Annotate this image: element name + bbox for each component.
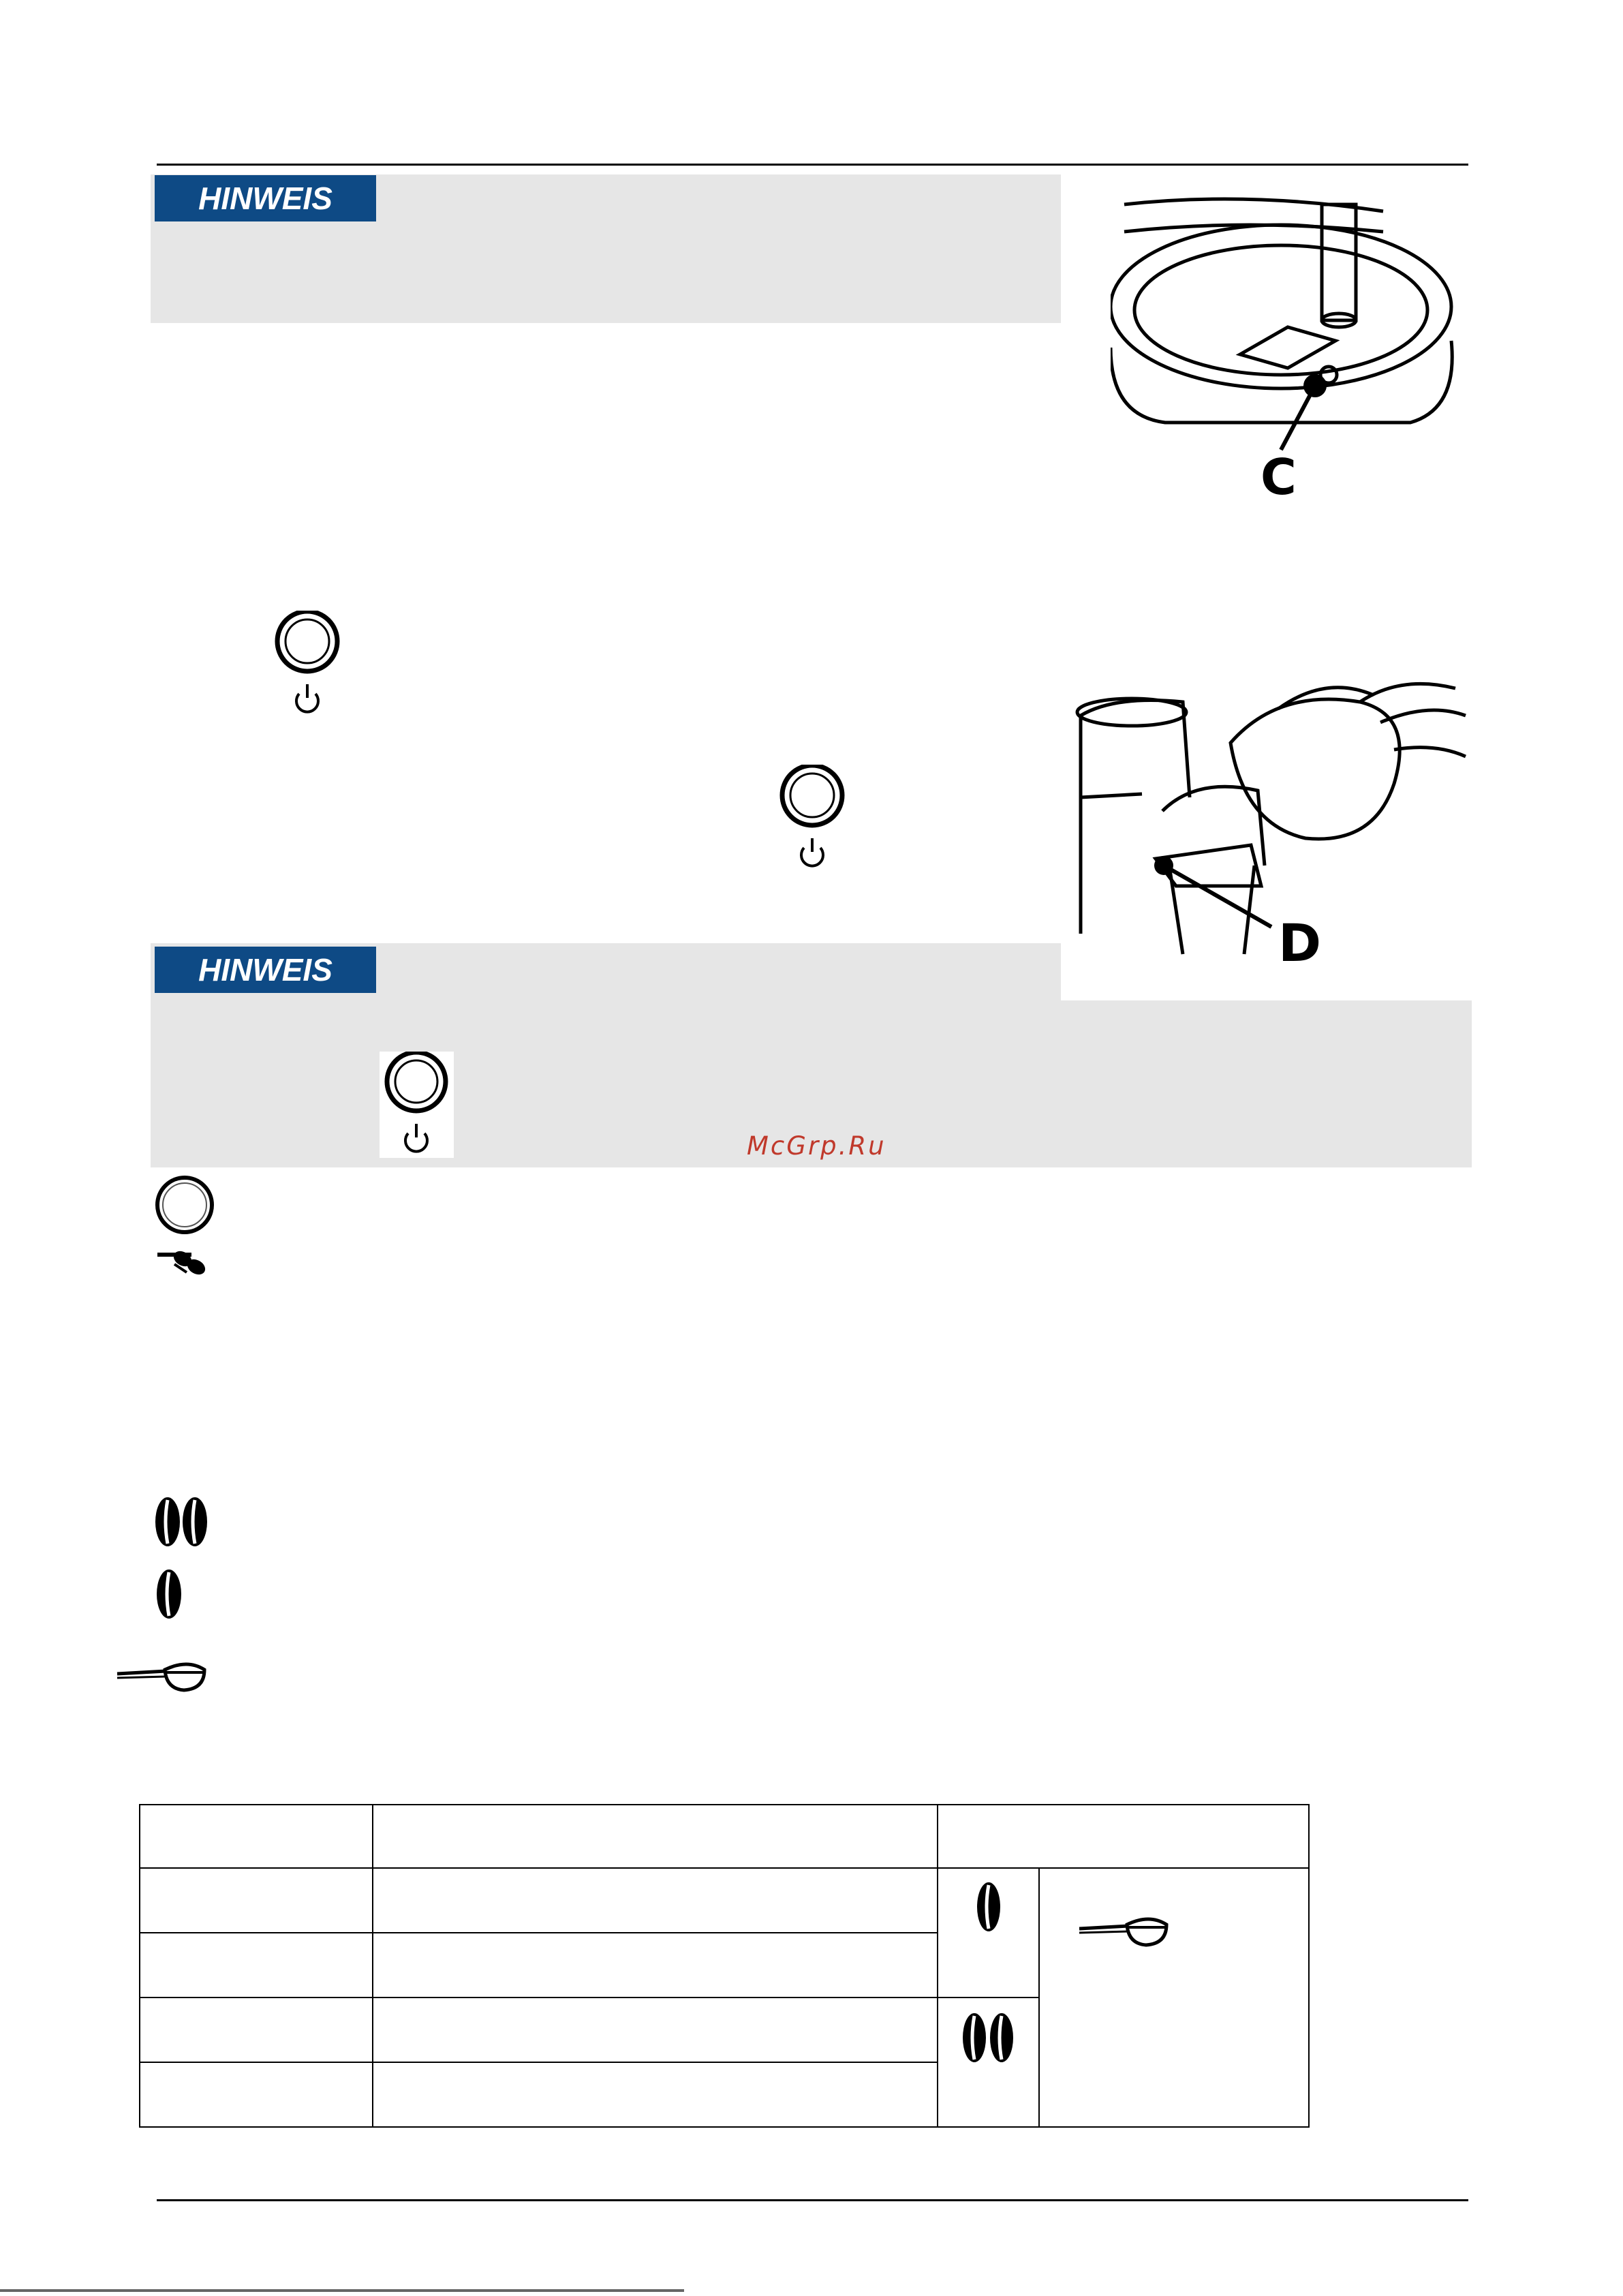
double-bean-icon bbox=[151, 1495, 213, 1549]
table-cell bbox=[140, 1933, 373, 1997]
page-edge-bar bbox=[0, 2289, 684, 2292]
coffee-machine-reservoir-illustration bbox=[1111, 191, 1465, 511]
table-cell bbox=[373, 1868, 938, 1933]
table-cell-spoon bbox=[1039, 1868, 1309, 2127]
table-cell-single-bean bbox=[938, 1868, 1039, 1997]
figure-d bbox=[1074, 661, 1469, 975]
bottom-rule bbox=[157, 2199, 1468, 2201]
table-cell bbox=[140, 1868, 373, 1933]
recipe-table bbox=[139, 1804, 1310, 2128]
measuring-spoon-icon bbox=[116, 1655, 211, 1696]
watermark: McGrp.Ru bbox=[747, 1131, 886, 1161]
table-cell bbox=[140, 2062, 373, 2127]
top-rule bbox=[157, 164, 1468, 166]
table-cell bbox=[373, 1805, 938, 1868]
callout-d: D bbox=[1278, 913, 1322, 973]
table-cell bbox=[140, 1805, 373, 1868]
callout-c: C bbox=[1261, 448, 1297, 506]
table-cell bbox=[373, 1933, 938, 1997]
single-bean-icon bbox=[154, 1567, 188, 1621]
power-button-icon bbox=[778, 765, 846, 874]
table-cell bbox=[938, 1805, 1309, 1868]
table-cell bbox=[140, 1997, 373, 2062]
power-button-icon bbox=[273, 611, 341, 720]
table-cell-double-bean bbox=[938, 1997, 1039, 2127]
power-button-icon bbox=[380, 1052, 454, 1158]
round-button-icon bbox=[154, 1174, 215, 1236]
note-label-2: HINWEIS bbox=[155, 947, 376, 993]
table-cell bbox=[373, 1997, 938, 2062]
strength-switch-icon bbox=[154, 1244, 215, 1278]
measuring-spoon-icon bbox=[1078, 1910, 1173, 1950]
table-cell bbox=[373, 2062, 938, 2127]
single-bean-icon bbox=[972, 1880, 1006, 1941]
double-bean-icon bbox=[958, 2008, 1019, 2069]
figure-c bbox=[1111, 191, 1465, 511]
carafe-pouring-illustration bbox=[1074, 661, 1469, 975]
note-label-1: HINWEIS bbox=[155, 175, 376, 221]
